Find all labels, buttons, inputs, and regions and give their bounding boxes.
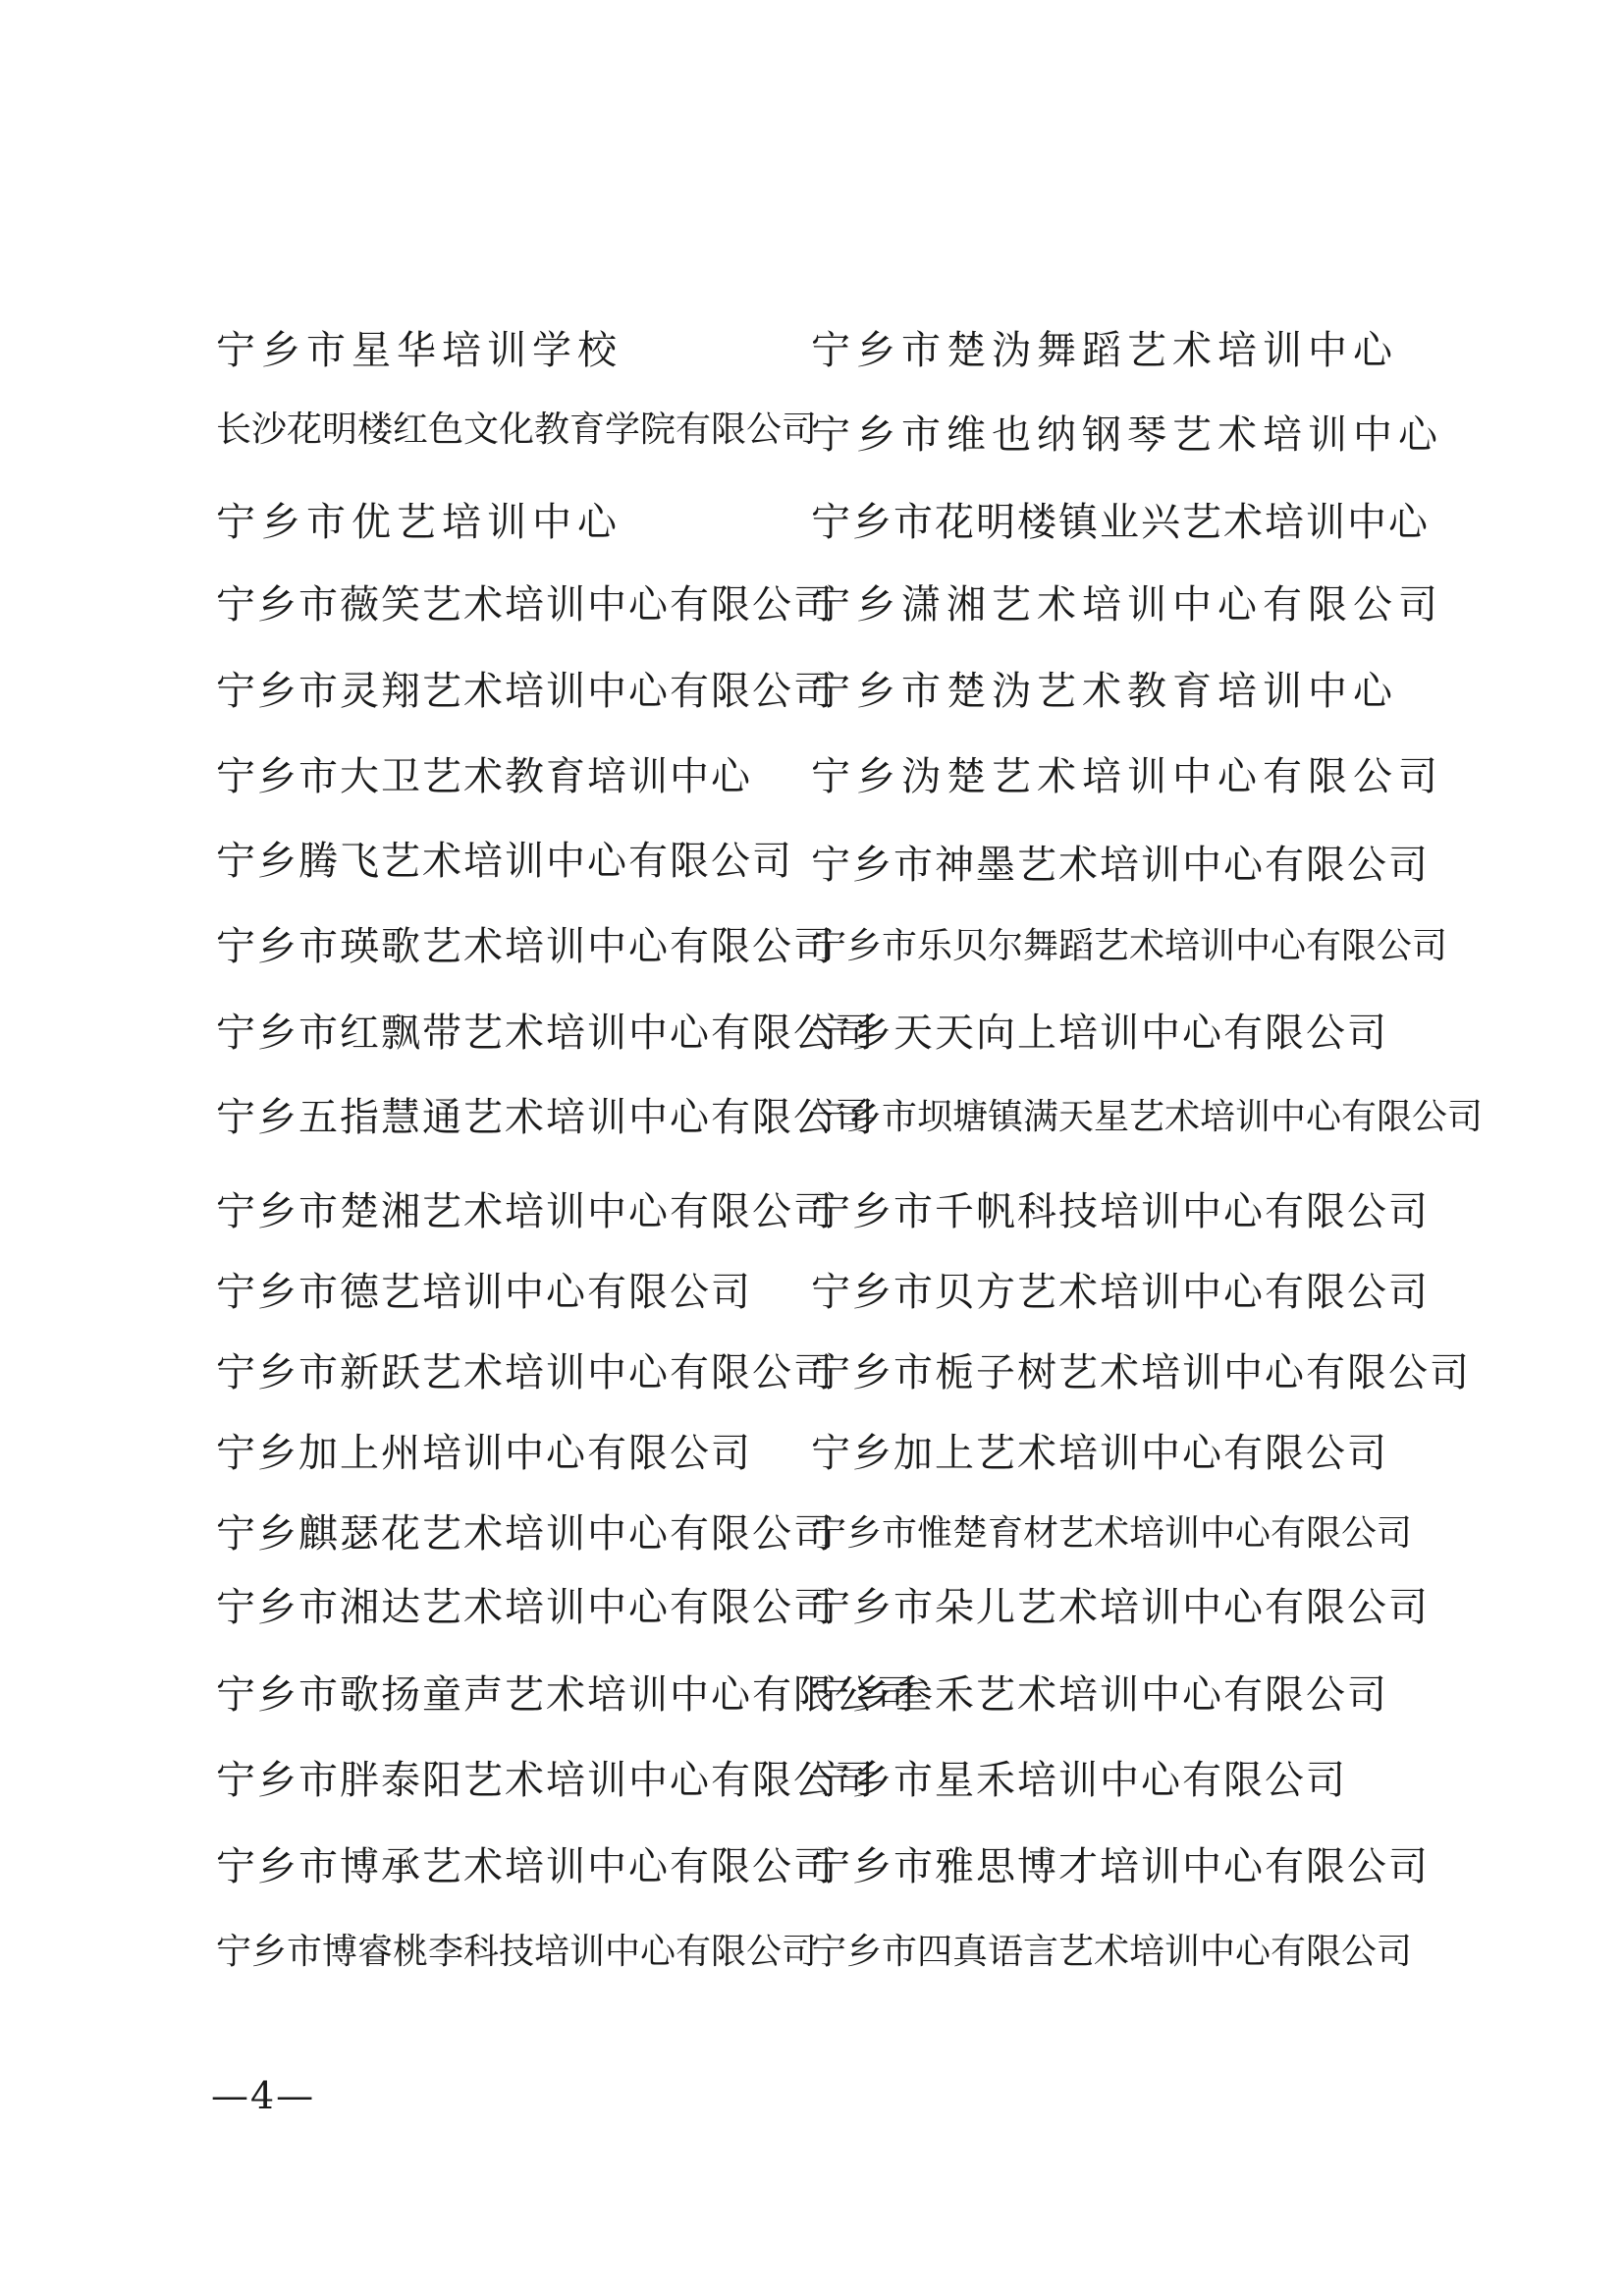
list-item: 宁乡市花明楼镇业兴艺术培训中心 bbox=[811, 500, 1430, 545]
list-item: 宁乡麒瑟花艺术培训中心有限公司 bbox=[216, 1511, 835, 1557]
list-item: 宁乡市灵翔艺术培训中心有限公司 bbox=[216, 669, 835, 714]
list-item: 宁乡五指慧通艺术培训中心有限公司 bbox=[216, 1095, 876, 1140]
list-item: 宁乡市大卫艺术教育培训中心 bbox=[216, 754, 752, 799]
list-item: 宁乡市优艺培训中心 bbox=[216, 500, 622, 545]
list-item: 宁乡潇湘艺术培训中心有限公司 bbox=[811, 582, 1443, 628]
list-item: 宁乡市星华培训学校 bbox=[216, 328, 622, 373]
list-item: 宁乡市楚湘艺术培训中心有限公司 bbox=[216, 1189, 835, 1234]
list-item: 宁乡市新跃艺术培训中心有限公司 bbox=[216, 1350, 835, 1395]
list-item: 宁乡市栀子树艺术培训中心有限公司 bbox=[811, 1350, 1471, 1395]
list-item: 宁乡天天向上培训中心有限公司 bbox=[811, 1011, 1388, 1056]
list-item: 宁乡市乐贝尔舞蹈艺术培训中心有限公司 bbox=[811, 926, 1448, 966]
list-item: 宁乡加上艺术培训中心有限公司 bbox=[811, 1431, 1388, 1476]
page-number: —4— bbox=[211, 2074, 316, 2117]
list-item: 宁乡市歌扬童声艺术培训中心有限公司 bbox=[216, 1672, 917, 1718]
list-item: 宁乡市四真语言艺术培训中心有限公司 bbox=[811, 1932, 1413, 1972]
list-item: 宁乡市贝方艺术培训中心有限公司 bbox=[811, 1270, 1430, 1315]
list-item: 宁乡市维也纳钢琴艺术培训中心 bbox=[811, 412, 1443, 458]
list-item: 宁乡市千帆科技培训中心有限公司 bbox=[811, 1189, 1430, 1234]
list-item: 长沙花明楼红色文化教育学院有限公司 bbox=[216, 410, 818, 450]
list-item: 宁乡市神墨艺术培训中心有限公司 bbox=[811, 843, 1430, 888]
list-item: 宁乡叁禾艺术培训中心有限公司 bbox=[811, 1672, 1388, 1718]
list-item: 宁乡市薇笑艺术培训中心有限公司 bbox=[216, 582, 835, 628]
list-item: 宁乡市楚沩艺术教育培训中心 bbox=[811, 669, 1398, 714]
list-item: 宁乡市红飘带艺术培训中心有限公司 bbox=[216, 1011, 876, 1056]
list-item: 宁乡市坝塘镇满天星艺术培训中心有限公司 bbox=[811, 1097, 1484, 1137]
list-item: 宁乡腾飞艺术培训中心有限公司 bbox=[216, 839, 793, 884]
list-item: 宁乡沩楚艺术培训中心有限公司 bbox=[811, 754, 1443, 799]
list-item: 宁乡市瑛歌艺术培训中心有限公司 bbox=[216, 924, 835, 969]
list-item: 宁乡市星禾培训中心有限公司 bbox=[811, 1758, 1347, 1803]
list-item: 宁乡市朵儿艺术培训中心有限公司 bbox=[811, 1585, 1430, 1630]
list-item: 宁乡市惟楚育材艺术培训中心有限公司 bbox=[811, 1513, 1413, 1554]
list-item: 宁乡市湘达艺术培训中心有限公司 bbox=[216, 1585, 835, 1630]
list-item: 宁乡市雅思博才培训中心有限公司 bbox=[811, 1844, 1430, 1889]
list-item: 宁乡市德艺培训中心有限公司 bbox=[216, 1270, 752, 1315]
list-item: 宁乡市胖泰阳艺术培训中心有限公司 bbox=[216, 1758, 876, 1803]
list-item: 宁乡市博承艺术培训中心有限公司 bbox=[216, 1844, 835, 1889]
list-item: 宁乡市楚沩舞蹈艺术培训中心 bbox=[811, 328, 1398, 373]
list-item: 宁乡市博睿桃李科技培训中心有限公司 bbox=[216, 1932, 818, 1972]
list-item: 宁乡加上州培训中心有限公司 bbox=[216, 1431, 752, 1476]
